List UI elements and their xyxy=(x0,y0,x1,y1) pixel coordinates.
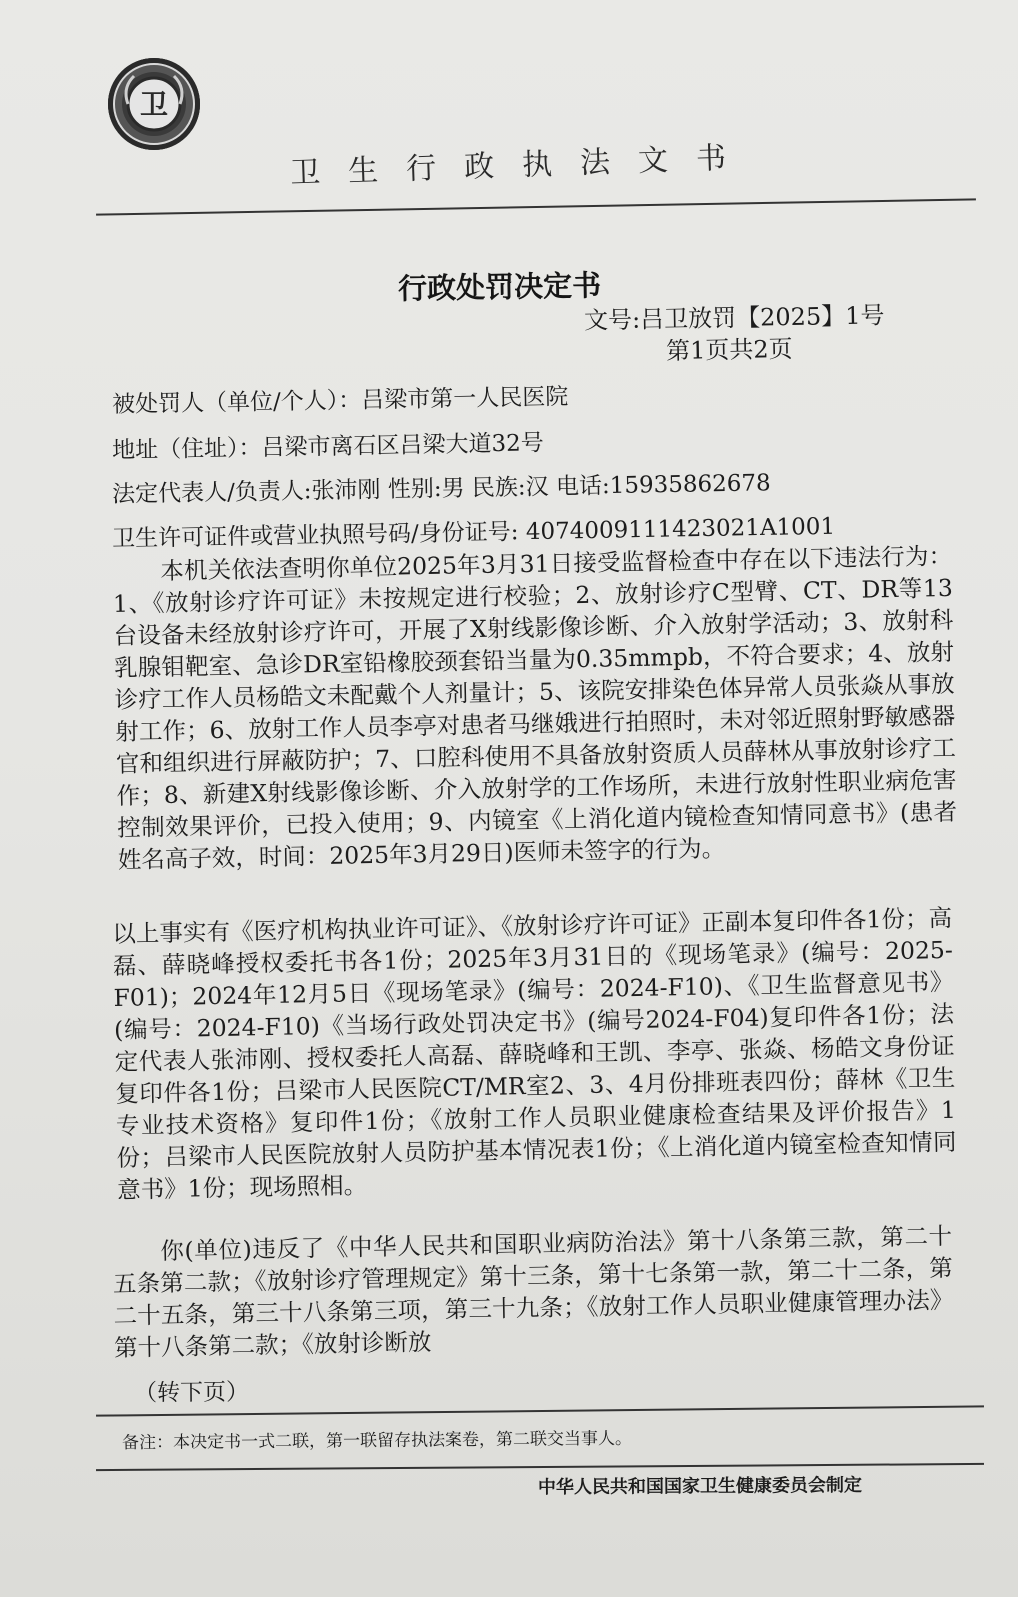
evidence-paragraph: 以上事实有《医疗机构执业许可证》、《放射诊疗许可证》正副本复印件各1份；高磊、薛晓峰授权委托书各1份；2025年3月31日的《现场笔录》(编号：2025-F01)；2024年12月5日《现场笔录》(编号：2024-F10)、《卫生监督意见书》(编号：2024-F10)《当场行政处罚决定书》(编号2024-F04)复印件各1份；法定代表人张沛刚、授权委托人高磊、薛晓峰和王凯、李亭、张焱、杨皓文身份证复印件各1份；吕梁市人民医院CT/MR室2、3、4月份排班表四份；薛林《卫生专业技术资格》复印件1份；《放射工作人员职业健康检查结果及评价报告》1份；吕梁市人民医院放射人员防护基本情况表1份；《上消化道内镜室检查知情同意书》1份；现场照相。 xyxy=(112,903,957,1204)
address-field: 地址（住址）：吕梁市离石区吕梁大道32号 xyxy=(111,430,545,464)
top-divider xyxy=(96,198,976,215)
emblem-char: 卫 xyxy=(139,88,169,121)
issuer-note: 中华人民共和国国家卫生健康委员会制定 xyxy=(537,1474,863,1499)
middle-divider xyxy=(96,1405,984,1416)
party-field: 被处罚人（单位/个人）：吕梁市第一人民医院 xyxy=(111,384,569,418)
header-title: 卫生行政执法文书 xyxy=(289,139,755,192)
remark-note: 备注：本决定书一式二联，第一联留存执法案卷，第二联交当事人。 xyxy=(121,1428,633,1454)
continue-note: （转下页） xyxy=(133,1379,250,1407)
license-field: 卫生许可证件或营业执照号码/身份证号: 4074009111423021A1001 xyxy=(111,513,836,553)
violation-paragraph: 你(单位)违反了《中华人民共和国职业病防治法》第十八条第三款，第二十五条第二款；《放射诊疗管理规定》第十三条，第十七条第一款，第二十二条，第二十五条，第三十八条第三项，第三十九条；《放射工作人员职业健康管理办法》第十八条第二款；《放射诊断放 xyxy=(112,1221,954,1362)
document-number: 文号:吕卫放罚【2025】1号 xyxy=(583,301,885,335)
emblem-icon xyxy=(108,58,200,150)
representative-field: 法定代表人/负责人:张沛刚 性别:男 民族:汉 电话:15935862678 xyxy=(111,470,771,508)
facts-paragraph: 本机关依法查明你单位2025年3月31日接受监督检查中存在以下违法行为：1、《放射诊疗许可证》未按规定进行校验；2、放射诊疗C型臂、CT、DR等13台设备未经放射诊疗许可，开展了X射线影像诊断、介入放射学活动；3、放射科乳腺钼靶室、急诊DR室铅橡胶颈套铅当量为0.35mmpb，不符合要求；4、放射诊疗工作人员杨皓文未配戴个人剂量计；5、该院安排染色体异常人员张焱从事放射工作；6、放射工作人员李亭对患者马继娥进行拍照时，未对邻近照射野敏感器官和组织进行屏蔽防护；7、口腔科使用不具备放射资质人员薛林从事放射诊疗工作；8、新建X射线影像诊断、介入放射学的工作场所，未进行放射性职业病危害控制效果评价，已投入使用；9、内镜室《上消化道内镜检查知情同意书》(患者姓名高子效，时间：2025年3月29日)医师未签字的行为。 xyxy=(112,541,958,874)
emblem-seal xyxy=(108,58,200,150)
bottom-divider xyxy=(96,1463,984,1471)
page-info: 第1页共2页 xyxy=(665,334,793,366)
document-title: 行政处罚决定书 xyxy=(397,268,602,306)
